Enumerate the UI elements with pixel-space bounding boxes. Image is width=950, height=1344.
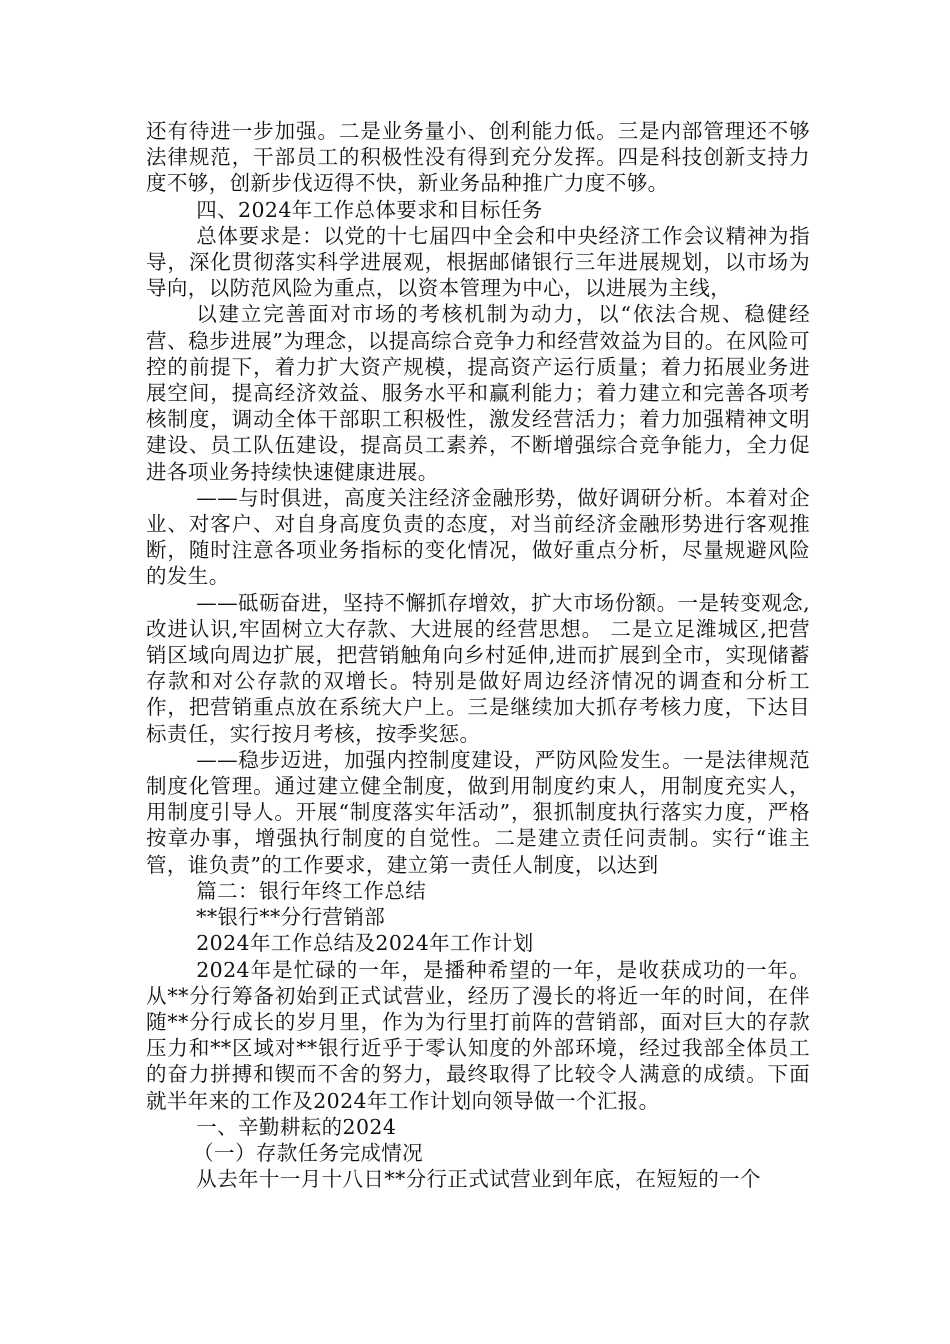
report-title: 2024年工作总结及2024年工作计划 [196, 931, 534, 956]
paragraph-steady-progress: ——稳步迈进，加强内控制度建设，严防风险发生。一是法律规范制度化管理。通过建立健全制度，做到用制度约束人，用制度充实人，用制度引导人。开展“制度落实年活动”，狠抓制度执行落实力度，严格按章办事，增强执行制度的自觉性。二是建立责任问责制。实行“谁主管，谁负责”的工作要求，建立第一责任人制度，以达到 [146, 747, 810, 877]
chapter-two-title: 篇二：银行年终工作总结 [196, 878, 427, 903]
document-body [146, 118, 810, 1192]
subsection-heading-deposits: （一）存款任务完成情况 [193, 1140, 424, 1165]
paragraph-continuation: 还有待进一步加强。二是业务量小、创利能力低。三是内部管理还不够法律规范，干部员工的积极性没有得到充分发挥。四是科技创新支持力度不够，创新步伐迈得不快，新业务品种推广力度不够。 [146, 119, 810, 196]
paragraph-deposit-details: 从去年十一月十八日**分行正式试营业到年底，在短短的一个 [196, 1167, 761, 1192]
paragraph-general-requirements: 总体要求是：以党的十七届四中全会和中央经济工作会议精神为指导，深化贯彻落实科学进展观，根据邮储银行三年进展规划，以市场为导向，以防范风险为重点，以资本管理为中心，以进展为主线， [146, 223, 810, 301]
department-name: **银行**分行营销部 [196, 905, 386, 930]
section-heading-four: 四、2024年工作总体要求和目标任务 [196, 197, 543, 222]
paragraph-busy-year: 2024年是忙碌的一年，是播种希望的一年，是收获成功的一年。从**分行筹备初始到正式试营业，经历了漫长的将近一年的时间，在伴随**分行成长的岁月里，作为为行里打前阵的营销部，面对巨大的存款压力和**区域对**银行近乎于零认知度的外部环境，经过我部全体员工的奋力拼搏和锲而不舍的努力，最终取得了比较令人满意的成绩。下面就半年来的工作及2024年工作计划向领导做一个汇报。 [146, 957, 810, 1113]
section-heading-one: 一、辛勤耕耘的2024 [196, 1114, 397, 1139]
paragraph-forge-ahead: ——砥砺奋进，坚持不懈抓存增效，扩大市场份额。一是转变观念,改进认识,牢固树立大存款、大进展的经营思想。 二是立足潍城区,把营销区域向周边扩展，把营销触角向乡村延伸,进而扩展到全市，实现储蓄存款和对公存款的双增长。特别是做好周边经济情况的调查和分析工作，把营销重点放在系统大户上。三是继续加大抓存考核力度，下达目标责任，实行按月考核，按季奖惩。 [146, 590, 810, 746]
paragraph-keep-pace: ——与时俱进，高度关注经济金融形势，做好调研分析。本着对企业、对客户、对自身高度负责的态度，对当前经济金融形势进行客观推断，随时注意各项业务指标的变化情况，做好重点分析，尽量规避风险的发生。 [146, 485, 810, 589]
paragraph-assessment-mechanism: 以建立完善面对市场的考核机制为动力，以“依法合规、稳健经营、稳步进展”为理念，以提高综合竞争力和经营效益为目的。在风险可控的前提下，着力扩大资产规模，提高资产运行质量；着力拓展业务进展空间，提高经济效益、服务水平和赢利能力；着力建立和完善各项考核制度，调动全体干部职工积极性，激发经营活力；着力加强精神文明建设、员工队伍建设，提高员工素养，不断增强综合竞争能力，全力促进各项业务持续快速健康进展。 [146, 302, 810, 484]
